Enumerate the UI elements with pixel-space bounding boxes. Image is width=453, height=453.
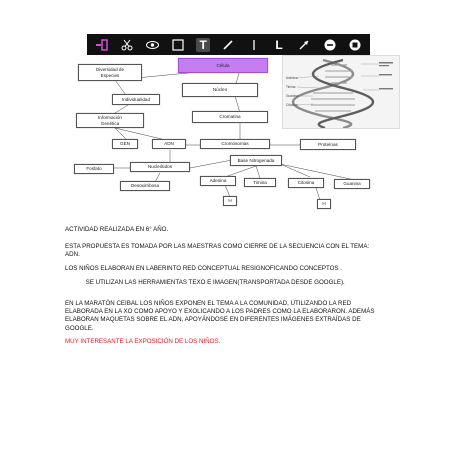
rectangle-icon[interactable] [171, 38, 185, 52]
node-informacion[interactable]: Información Genética [76, 113, 144, 128]
paragraph-proposal: ESTA PROPUESTA ES TOMADA POR LAS MAESTRAS COMO CIERRE DE LA SECUENCIA CON EL TEMA: ADN. [65, 243, 370, 259]
node-desoxirribosa[interactable]: Desoxirribosa [120, 181, 170, 191]
node-adenina[interactable]: Adenina [200, 176, 236, 186]
node-cromatina[interactable]: Cromatina [192, 111, 268, 123]
node-celula[interactable]: Célula [178, 58, 268, 73]
minus-circle-icon[interactable] [323, 38, 337, 52]
node-base[interactable]: Base Nitrogenada [230, 155, 282, 166]
paragraph-tools: SE UTILIZAN LAS HERRAMIENTAS TEXO E IMAGEN(TRANSPORTADA DESDE GOOGLE). [65, 279, 345, 286]
paragraph-labyrinth: LOS NIÑOS ELABORAN EN LABERINTO RED CONCEPTUAL RESIGNOFICANDO CONCEPTOS . [65, 265, 343, 272]
node-h1[interactable]: H [223, 196, 237, 206]
node-proteinas[interactable]: Proteínas [300, 139, 356, 150]
text-tool-label: T [199, 38, 207, 52]
node-nucleo[interactable]: Núcleo [182, 83, 258, 97]
dna-image[interactable] [282, 55, 400, 129]
dna-label-adenina: Adenina [286, 76, 298, 80]
dna-label-guanina: Guanina [286, 94, 299, 98]
paragraph-maraton: EN LA MARATÓN CEIBAL LOS NIÑOS EXPONEN EL TEMA A LA COMUNIDAD, UTILIZANDO LA RED ELABORADA EN LA XO COMO APOYO Y EXOLICANDO A LOS PADRES COMO LA ELABORARON. ADEMÁS ELABORAN MAQUETAS SOBRE EL ADN, APOYÁNDOSE EN DIFERENTES IMÁGENES EXTRAÍDAS DE GOOGLE. [65, 300, 375, 332]
arrow-icon[interactable] [297, 38, 311, 52]
dna-helix-icon [283, 56, 399, 128]
node-adn[interactable]: ADN [152, 139, 186, 149]
node-guanina[interactable]: Guanina [334, 179, 370, 189]
node-timina[interactable]: Timina [244, 178, 276, 187]
eye-icon[interactable] [146, 38, 160, 52]
node-diversidad[interactable]: Diversidad de Especies [78, 64, 142, 81]
node-gen[interactable]: GEN [112, 139, 138, 149]
concept-map [60, 55, 400, 215]
dna-label-timina: Timina [286, 85, 296, 89]
node-individualidad[interactable]: Individualidad [112, 94, 160, 105]
paragraph-highlight: MUY INTERESANTE LA EXPOSICIÓN DE LOS NIÑOS. [65, 338, 221, 345]
scissors-icon[interactable] [120, 38, 134, 52]
layout-icon[interactable] [95, 38, 109, 52]
node-nucleotidos[interactable]: Nucleótidos [130, 162, 190, 172]
node-fosfato[interactable]: Fosfato [74, 164, 114, 174]
node-cromosomas[interactable]: Cromosomas [200, 139, 270, 149]
stop-icon[interactable] [348, 38, 362, 52]
labyrinth-toolbar [87, 34, 370, 56]
node-citosina[interactable]: Citosina [288, 178, 324, 188]
connector-label: L [275, 38, 283, 52]
paragraph-activity: ACTIVIDAD REALIZADA EN 6° AÑO. [65, 226, 169, 233]
dna-label-citosina: Citosina [286, 103, 298, 107]
connector-icon[interactable] [272, 38, 286, 52]
pen-icon[interactable] [221, 38, 235, 52]
line-icon[interactable] [247, 38, 261, 52]
node-h2[interactable]: H [317, 199, 331, 209]
text-tool-icon[interactable] [196, 38, 210, 52]
